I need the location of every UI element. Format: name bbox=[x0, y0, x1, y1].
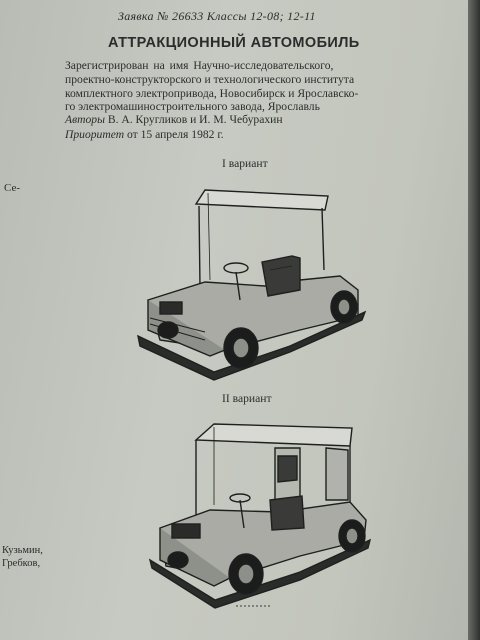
authors-names: В. А. Кругликов и И. М. Чебурахин bbox=[104, 113, 283, 126]
margin-text-3: Гребков, bbox=[2, 558, 41, 569]
body-line-2: проектно-конструкторского и технологического института bbox=[65, 73, 355, 86]
priority-label: Приоритет bbox=[65, 128, 125, 141]
priority-date: от 15 апреля 1982 г. bbox=[124, 128, 224, 141]
variant-2-caption: II вариант bbox=[222, 392, 272, 405]
body-line-3: комплектного электропривода, Новосибирск и Ярославско- bbox=[65, 87, 359, 100]
body-line-4: го электромашиностроительного завода, Ярославль bbox=[65, 100, 320, 113]
body-line-1: Зарегистрирован на имя Научно-исследовательского, bbox=[65, 59, 334, 72]
authors-label: Авторы bbox=[65, 113, 105, 126]
variant-1-caption: I вариант bbox=[222, 157, 268, 170]
document-title: АТТРАКЦИОННЫЙ АВТОМОБИЛЬ bbox=[108, 35, 360, 51]
margin-text-2: Кузьмин, bbox=[2, 545, 43, 556]
margin-text-1: Се- bbox=[4, 182, 21, 194]
application-header: Заявка № 26633 Классы 12-08; 12-11 bbox=[118, 9, 316, 23]
